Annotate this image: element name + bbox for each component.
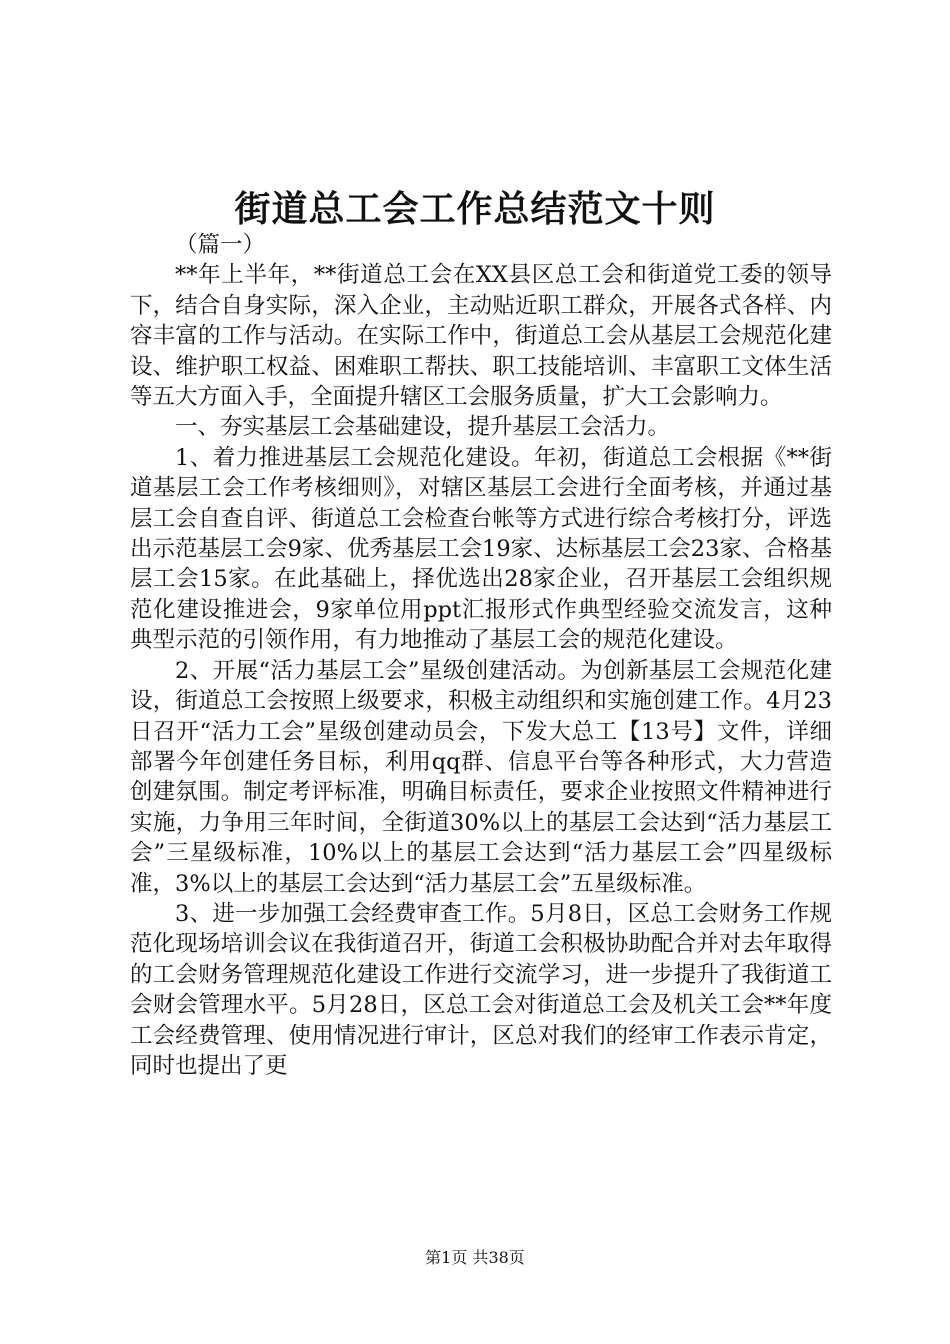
document-title: 街道总工会工作总结范文十则 (234, 188, 716, 230)
document-body (130, 230, 832, 1081)
paragraph-intro: **年上半年，**街道总工会在XX县区总工会和街道党工委的领导下，结合自身实际，深入企业，主动贴近职工群众，开展各式各样、内容丰富的工作与活动。在实际工作中，街道总工会从基层工会规范化建设、维护职工权益、困难职工帮扶、职工技能培训、丰富职工文体生活等五大方面入手，全面提升辖区工会服务质量，扩大工会影响力。 (130, 262, 832, 411)
paragraph-item-2: 2、开展“活力基层工会”星级创建活动。为创新基层工会规范化建设，街道总工会按照上级要求，积极主动组织和实施创建工作。4月23日召开“活力工会”星级创建动员会，下发大总工【13号】文件，详细部署今年创建任务目标，利用qq群、信息平台等各种形式，大力营造创建氛围。制定考评标准，明确目标责任，要求企业按照文件精神进行实施，力争用三年时间，全街道30%以上的基层工会达到“活力基层工会”三星级标准，10%以上的基层工会达到“活力基层工会”四星级标准，3%以上的基层工会达到“活力基层工会”五星级标准。 (130, 657, 832, 897)
paragraph-heading-1: 一、夯实基层工会基础建设，提升基层工会活力。 (175, 414, 671, 441)
paragraph-item-1: 1、着力推进基层工会规范化建设。年初，街道总工会根据《**街道基层工会工作考核细则》，对辖区基层工会进行全面考核，并通过基层工会自查自评、街道总工会检查台帐等方式进行综合考核打分，评选出示范基层工会9家、优秀基层工会19家、达标基层工会23家、合格基层工会15家。在此基础上，择优选出28家企业，召开基层工会组织规范化建设推进会，9家单位用ppt汇报形式作典型经验交流发言，这种典型示范的引领作用，有力地推动了基层工会的规范化建设。 (130, 444, 832, 654)
paragraph-item-3: 3、进一步加强工会经费审查工作。5月8日，区总工会财务工作规范化现场培训会议在我街道召开，街道工会积极协助配合并对去年取得的工会财务管理规范化建设工作进行交流学习，进一步提升了我街道工会财会管理水平。5月28日，区总工会对街道总工会及机关工会**年度工会经费管理、使用情况进行审计，区总对我们的经审工作表示肯定，同时也提出了更 (130, 900, 832, 1079)
section-label: （篇一） (175, 232, 266, 258)
page-footer: 第1页 共38页 (425, 1248, 525, 1267)
